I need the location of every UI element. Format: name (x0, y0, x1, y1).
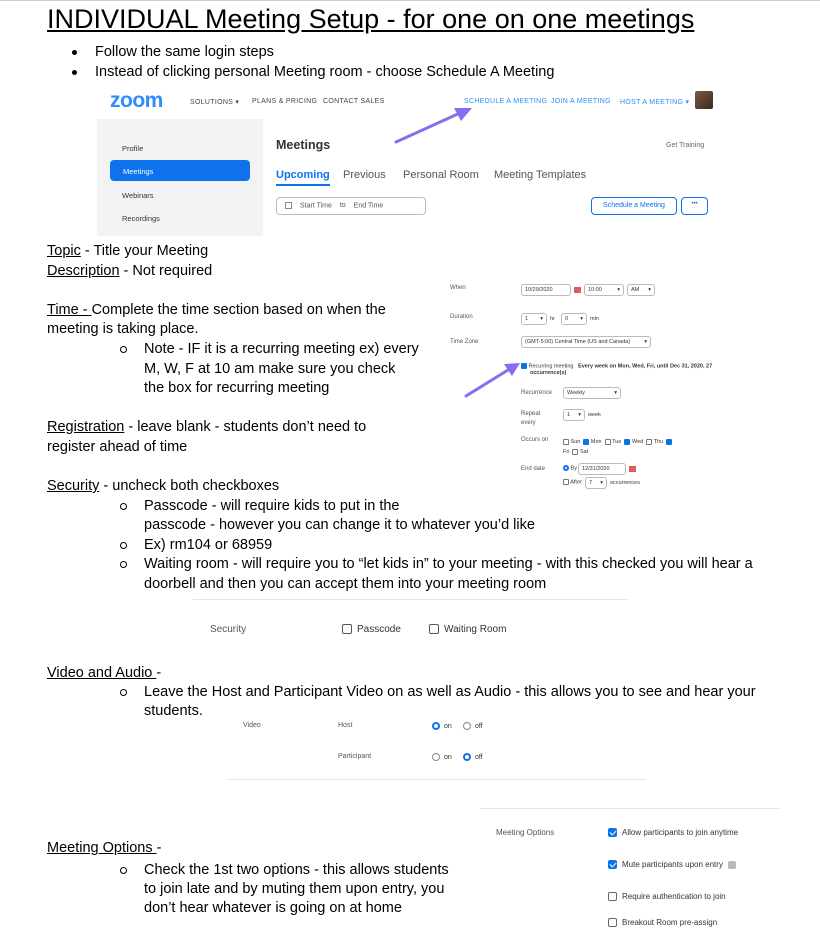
purple-arrow-icon (462, 360, 524, 400)
day-checkbox[interactable] (646, 439, 652, 445)
end-by-radio[interactable] (563, 465, 569, 471)
intro-bullet-1: Follow the same login steps (72, 43, 274, 63)
breakout-preassign-checkbox[interactable] (608, 918, 617, 927)
repeat-select[interactable]: 1 ▾ (563, 409, 585, 421)
timezone-select[interactable]: (GMT-5:00) Central Time (US and Canada) ▾ (521, 336, 651, 348)
time-note-line-2: M, W, F at 10 am make sure you check (144, 361, 396, 377)
video-text-line-2: students. (144, 703, 203, 719)
sidebar-item-recordings[interactable]: Recordings (122, 214, 160, 223)
more-options-button[interactable]: ••• (681, 197, 708, 215)
option-require-authentication[interactable]: Require authentication to join (608, 892, 726, 901)
chevron-down-icon: ▾ (644, 339, 647, 345)
time-line-2: meeting is taking place. (47, 321, 199, 337)
chevron-down-icon: ▾ (540, 316, 543, 322)
hr-label: hr (550, 316, 555, 322)
require-authentication-checkbox[interactable] (608, 892, 617, 901)
day-sun[interactable]: Sun (563, 439, 580, 445)
nav-solutions[interactable]: SOLUTIONS ▾ (190, 99, 240, 106)
participant-off-option[interactable]: off (463, 753, 483, 761)
host-off-radio[interactable] (463, 722, 471, 730)
security-bullet-1 (120, 497, 127, 517)
bullet-circle-icon (120, 689, 127, 696)
bullet-circle-icon (120, 542, 127, 549)
chevron-down-icon: ▾ (614, 390, 617, 396)
tab-upcoming[interactable]: Upcoming (276, 169, 330, 186)
bullet-circle-icon (120, 503, 127, 510)
allow-join-anytime-checkbox[interactable] (608, 828, 617, 837)
chevron-down-icon: ▾ (600, 480, 603, 486)
intro-bullet-2: Instead of clicking personal Meeting room - choose Schedule A Meeting (72, 63, 554, 83)
day-thu[interactable]: Thu (646, 439, 663, 445)
chevron-down-icon: ▾ (578, 412, 581, 418)
option-breakout-preassign[interactable]: Breakout Room pre-assign (608, 918, 717, 927)
waiting-room-option[interactable]: Waiting Room (429, 624, 506, 635)
participant-label: Participant (338, 753, 372, 760)
mute-upon-entry-checkbox[interactable] (608, 860, 617, 869)
sidebar (97, 119, 263, 236)
meeting-options-text-3: don’t hear whatever is going on at home (144, 900, 402, 916)
calendar-icon (285, 202, 292, 209)
host-label: Host (338, 722, 353, 729)
occurrences-label: occurrences (610, 480, 640, 486)
bullet-circle-icon (120, 346, 127, 353)
join-a-meeting-link[interactable]: JOIN A MEETING (551, 98, 611, 105)
repeat-unit: week (588, 412, 601, 418)
end-after-row: After (563, 479, 582, 485)
repeat-every-label: Repeat every (521, 411, 541, 426)
meeting-options-text-2: to join late and by muting them upon entry, you (144, 881, 445, 897)
divider (193, 599, 628, 600)
time-line-1: Time - Complete the time section based on when the (47, 302, 386, 318)
tab-personal-room[interactable]: Personal Room (403, 169, 479, 181)
purple-arrow-icon (390, 104, 480, 146)
day-checkbox[interactable] (572, 449, 578, 455)
security-line: Security - uncheck both checkboxes (47, 478, 280, 494)
description-line: Description - Not required (47, 263, 213, 279)
day-checkbox[interactable] (605, 439, 611, 445)
end-date-input[interactable]: 12/31/2020 (578, 463, 626, 475)
security-item-1-line-1: Passcode - will require kids to put in the (144, 498, 400, 514)
divider (480, 808, 780, 809)
meeting-options-text-1: Check the 1st two options - this allows students (144, 862, 449, 878)
meeting-options-bullet (120, 861, 127, 881)
registration-line-1: Registration - leave blank - students don’t need to (47, 419, 367, 435)
chevron-down-icon: ▾ (580, 316, 583, 322)
when-label: When (450, 285, 466, 291)
day-tue[interactable]: Tue (605, 439, 622, 445)
option-allow-join-anytime[interactable]: Allow participants to join anytime (608, 828, 738, 837)
end-date-label: End date (521, 466, 546, 472)
duration-min-select[interactable]: 0 ▾ (561, 313, 587, 325)
tab-previous[interactable]: Previous (343, 169, 386, 181)
video-bullet (120, 683, 127, 703)
ampm-select[interactable]: AM ▾ (627, 284, 655, 296)
chevron-down-icon: ▾ (648, 287, 651, 293)
participant-on-option[interactable]: on (432, 753, 452, 761)
zoom-logo[interactable]: zoom (110, 89, 163, 112)
host-off-option[interactable]: off (463, 722, 483, 730)
divider (228, 779, 646, 780)
bullet-circle-icon (120, 561, 127, 568)
duration-label: Duration (450, 314, 473, 320)
passcode-option[interactable]: Passcode (342, 624, 401, 635)
day-checkbox[interactable] (624, 439, 630, 445)
recurrence-label: Recurrence (521, 390, 553, 396)
avatar[interactable] (695, 91, 713, 109)
end-after-radio[interactable] (563, 479, 569, 485)
registration-line-2: register ahead of time (47, 439, 188, 455)
date-input[interactable]: 10/29/2020 (521, 284, 571, 296)
chevron-down-icon: ▾ (617, 287, 620, 293)
day-wed[interactable]: Wed (624, 439, 643, 445)
security-bullet-2 (120, 536, 127, 556)
calendar-icon[interactable] (574, 287, 581, 293)
security-item-2: Ex) rm104 or 68959 (144, 537, 273, 553)
info-icon[interactable] (728, 861, 736, 869)
video-text-line-1: Leave the Host and Participant Video on as well as Audio - this allows you to see and hear your (144, 684, 756, 700)
end-by-row: By (563, 465, 577, 471)
host-on-radio[interactable] (432, 722, 440, 730)
time-note-line-1: Note - IF it is a recurring meeting ex) every (144, 341, 419, 357)
nav-contact-sales[interactable]: CONTACT SALES (323, 98, 385, 105)
get-training-link[interactable]: Get Training (666, 142, 705, 149)
day-fri-checkbox[interactable] (666, 439, 672, 445)
security-item-1-line-2: passcode - however you can change it to whatever you’d like (144, 517, 535, 533)
security-item-3-line-1: Waiting room - will require you to “let kids in” to your meeting - with this checked you will hear a (144, 556, 753, 572)
timezone-label: Time Zone (450, 339, 479, 345)
participant-on-radio[interactable] (432, 753, 440, 761)
tab-meeting-templates[interactable]: Meeting Templates (494, 169, 587, 181)
schedule-a-meeting-button[interactable]: Schedule a Meeting (591, 197, 677, 215)
bullet-dot-icon (72, 70, 77, 75)
day-mon[interactable]: Mon (583, 439, 601, 445)
security-ui-label: Security (210, 624, 247, 635)
bullet-dot-icon (72, 50, 77, 55)
min-label: min (590, 316, 599, 322)
day-fri-label: Fri (563, 449, 570, 455)
meeting-options-ui-label: Meeting Options (496, 828, 555, 837)
schedule-a-meeting-link[interactable]: SCHEDULE A MEETING (464, 98, 548, 105)
recurring-row[interactable]: Recurring meeting Every week on Mon, Wed, Fri, until Dec 31, 2020, 27 occurrence(s) (521, 363, 756, 377)
day-sat[interactable]: Sat (572, 449, 588, 455)
bullet-circle-icon (120, 867, 127, 874)
after-select[interactable]: 7 ▾ (585, 477, 607, 489)
occurs-on-label: Occurs on (521, 437, 549, 443)
nav-plans-pricing[interactable]: PLANS & PRICING (252, 98, 318, 105)
sidebar-item-profile[interactable]: Profile (122, 144, 144, 153)
time-select[interactable]: 10:00 ▾ (584, 284, 624, 296)
date-range-input[interactable]: Start Time to End Time (276, 197, 426, 215)
topic-line: Topic - Title your Meeting (47, 243, 209, 259)
day-checkbox[interactable] (563, 439, 569, 445)
option-mute-upon-entry[interactable]: Mute participants upon entry (608, 860, 736, 869)
day-checkbox[interactable] (583, 439, 589, 445)
passcode-checkbox[interactable] (342, 624, 352, 634)
participant-off-radio[interactable] (463, 753, 471, 761)
meeting-options-line: Meeting Options - (47, 840, 162, 856)
document-title: INDIVIDUAL Meeting Setup - for one on one meetings (47, 4, 695, 34)
security-bullet-3 (120, 555, 127, 575)
video-audio-line: Video and Audio - (47, 665, 162, 681)
sidebar-item-meetings[interactable]: Meetings (110, 160, 250, 181)
host-on-option[interactable]: on (432, 722, 452, 730)
waiting-room-checkbox[interactable] (429, 624, 439, 634)
top-border (0, 0, 820, 2)
duration-hr-select[interactable]: 1 ▾ (521, 313, 547, 325)
page-title: Meetings (276, 138, 331, 152)
sidebar-item-webinars[interactable]: Webinars (122, 191, 154, 200)
security-item-3-line-2: doorbell and then you can accept them into your meeting room (144, 576, 547, 592)
video-ui-label: Video (243, 722, 261, 729)
time-note-line-3: the box for recurring meeting (144, 380, 330, 396)
calendar-icon[interactable] (629, 466, 636, 472)
recurrence-select[interactable]: Weekly ▾ (563, 387, 621, 399)
host-a-meeting-link[interactable]: HOST A MEETING ▾ (620, 99, 690, 106)
time-note (120, 340, 127, 360)
days-row (563, 437, 698, 457)
